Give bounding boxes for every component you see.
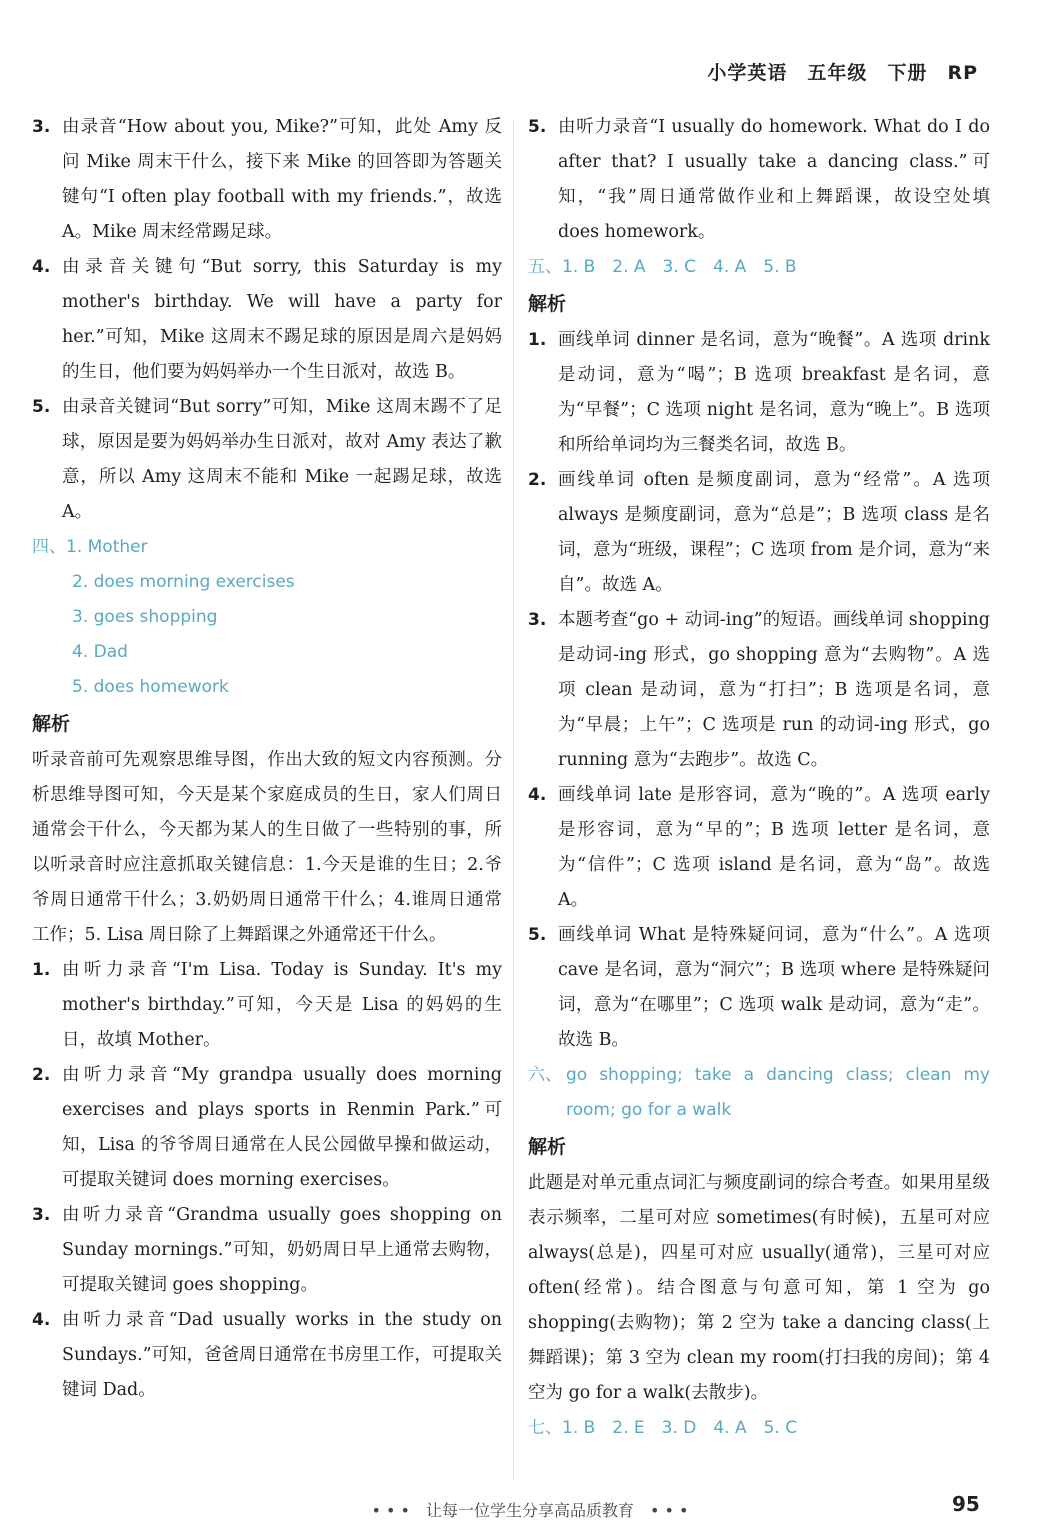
item-text: 本题考查“go + 动词-ing”的短语。画线单词 shopping 是动词-ing 形式，go shopping 意为“去购物”。A 选项 clean 是动词，意为“打扫”；B 选项是名词，意为“早晨；上午”；C 选项是 run 的动词-ing 形式，go running 意为“去跑步”。故选 C。 bbox=[558, 610, 990, 770]
section-five-answers bbox=[528, 250, 990, 285]
analysis-heading: 解析 bbox=[528, 293, 567, 315]
item-text: 由录音“How about you, Mike?”可知，此处 Amy 反问 Mike 周末干什么，接下来 Mike 的回答即为答题关键句“I often play football with my friends.”，故选 A。Mike 周末经常踢足球。 bbox=[62, 117, 502, 242]
item-number: 4. bbox=[32, 257, 51, 277]
analysis-heading: 解析 bbox=[32, 713, 71, 735]
analysis-item bbox=[528, 918, 990, 1058]
item-number: 2. bbox=[528, 470, 547, 490]
answer-line: 1. Mother bbox=[66, 537, 148, 557]
item-number: 4. bbox=[528, 785, 547, 805]
item-number: 1. bbox=[528, 330, 547, 350]
analysis-item bbox=[32, 1058, 502, 1198]
answer-item bbox=[32, 250, 502, 390]
section-label: 六、 bbox=[528, 1065, 562, 1085]
analysis-item bbox=[528, 110, 990, 250]
page-header bbox=[687, 58, 978, 85]
analysis-heading: 解析 bbox=[528, 1136, 567, 1158]
section-label: 四、 bbox=[32, 537, 66, 557]
section-seven-answers bbox=[528, 1411, 990, 1446]
item-text: 由听力录音“Grandma usually goes shopping on Sunday mornings.”可知，奶奶周日早上通常去购物，可提取关键词 goes shopping。 bbox=[62, 1205, 502, 1295]
answer-line: go shopping; take a dancing class; clean my room; go for a walk bbox=[566, 1065, 990, 1120]
header-edition: RP bbox=[947, 62, 978, 84]
item-number: 5. bbox=[528, 117, 547, 137]
item-text: 由听力录音“I'm Lisa. Today is Sunday. It's my mother's birthday.”可知，今天是 Lisa 的妈妈的生日，故填 Mother。 bbox=[62, 960, 502, 1050]
left-column bbox=[32, 110, 502, 1408]
section-label: 五、 bbox=[528, 257, 562, 277]
page-number: 95 bbox=[952, 1492, 980, 1516]
item-number: 4. bbox=[32, 1310, 51, 1330]
item-number: 3. bbox=[32, 1205, 51, 1225]
answer-line: 1. B 2. E 3. D 4. A 5. C bbox=[562, 1418, 798, 1438]
item-text: 画线单词 dinner 是名词，意为“晚餐”。A 选项 drink 是动词，意为“喝”；B 选项 breakfast 是名词，意为“早餐”；C 选项 night 是名词，意为“晚上”。B 选项和所给单词均为三餐类名词，故选 B。 bbox=[558, 330, 990, 455]
analysis-item bbox=[32, 1303, 502, 1408]
analysis-item bbox=[528, 778, 990, 918]
section-label: 七、 bbox=[528, 1418, 562, 1438]
answer-line: 4. Dad bbox=[72, 642, 128, 662]
header-grade: 五年级 bbox=[807, 62, 868, 84]
footer-slogan: • • • 让每一位学生分享高品质教育 • • • bbox=[371, 1501, 689, 1520]
analysis-item bbox=[32, 1198, 502, 1303]
analysis-item bbox=[528, 603, 990, 778]
answer-line: 3. goes shopping bbox=[72, 607, 218, 627]
section-four-answers bbox=[32, 530, 502, 705]
right-column bbox=[528, 110, 990, 1446]
item-text: 由听力录音“I usually do homework. What do I do after that? I usually take a dancing class.”可知，“我”周日通常做作业和上舞蹈课，故设空处填 does homework。 bbox=[558, 117, 990, 242]
item-text: 画线单词 What 是特殊疑问词，意为“什么”。A 选项 cave 是名词，意为“洞穴”；B 选项 where 是特殊疑问词，意为“在哪里”；C 选项 walk 是动词，意为“走”。故选 B。 bbox=[558, 925, 990, 1050]
analysis-item bbox=[528, 463, 990, 603]
item-number: 2. bbox=[32, 1065, 51, 1085]
header-volume: 下册 bbox=[887, 62, 928, 84]
column-divider bbox=[513, 120, 514, 1480]
item-text: 由听力录音“Dad usually works in the study on Sundays.”可知，爸爸周日通常在书房里工作，可提取关键词 Dad。 bbox=[62, 1310, 502, 1400]
item-text: 由录音关键句“But sorry, this Saturday is my mother's birthday. We will have a party for her.”可知，Mike 这周末不踢足球的原因是周六是妈妈的生日，他们要为妈妈举办一个生日派对，故选 B。 bbox=[62, 257, 502, 382]
item-text: 由听力录音“My grandpa usually does morning exercises and plays sports in Renmin Park.”可知，Lisa 的爷爷周日通常在人民公园做早操和做运动，可提取关键词 does morning exercises。 bbox=[62, 1065, 502, 1190]
analysis-intro: 听录音前可先观察思维导图，作出大致的短文内容预测。分析思维导图可知，今天是某个家庭成员的生日，家人们周日通常会干什么，今天都为某人的生日做了一些特别的事，所以听录音时应注意抓取关键信息：1.今天是谁的生日；2.爷爷周日通常干什么；3.奶奶周日通常干什么；4.谁周日通常工作；5. Lisa 周日除了上舞蹈课之外通常还干什么。 bbox=[32, 750, 502, 945]
answer-item bbox=[32, 110, 502, 250]
item-number: 5. bbox=[528, 925, 547, 945]
section-six-answers bbox=[528, 1058, 990, 1128]
answer-line: 1. B 2. A 3. C 4. A 5. B bbox=[562, 257, 797, 277]
item-number: 5. bbox=[32, 397, 51, 417]
answer-line: 2. does morning exercises bbox=[72, 572, 295, 592]
item-number: 3. bbox=[32, 117, 51, 137]
analysis-item bbox=[528, 323, 990, 463]
item-text: 画线单词 late 是形容词，意为“晚的”。A 选项 early 是形容词，意为“早的”；B 选项 letter 是名词，意为“信件”；C 选项 island 是名词，意为“岛”。故选 A。 bbox=[558, 785, 990, 910]
answer-item bbox=[32, 390, 502, 530]
item-number: 3. bbox=[528, 610, 547, 630]
analysis-paragraph: 此题是对单元重点词汇与频度副词的综合考查。如果用星级表示频率，二星可对应 sometimes(有时候)，五星可对应 always(总是)，四星可对应 usually(通常)，三星可对应 often(经常)。结合图意与句意可知，第 1 空为 go shopping(去购物)；第 2 空为 take a dancing class(上舞蹈课)；第 3 空为 clean my room(打扫我的房间)；第 4 空为 go for a walk(去散步)。 bbox=[528, 1173, 990, 1403]
item-number: 1. bbox=[32, 960, 51, 980]
header-subject: 小学英语 bbox=[707, 62, 788, 84]
analysis-item bbox=[32, 953, 502, 1058]
item-text: 画线单词 often 是频度副词，意为“经常”。A 选项 always 是频度副词，意为“总是”；B 选项 class 是名词，意为“班级，课程”；C 选项 from 是介词，意为“来自”。故选 A。 bbox=[558, 470, 990, 595]
item-text: 由录音关键词“But sorry”可知，Mike 这周末踢不了足球，原因是要为妈妈举办生日派对，故对 Amy 表达了歉意，所以 Amy 这周末不能和 Mike 一起踢足球，故选 A。 bbox=[62, 397, 502, 522]
answer-line: 5. does homework bbox=[72, 677, 229, 697]
